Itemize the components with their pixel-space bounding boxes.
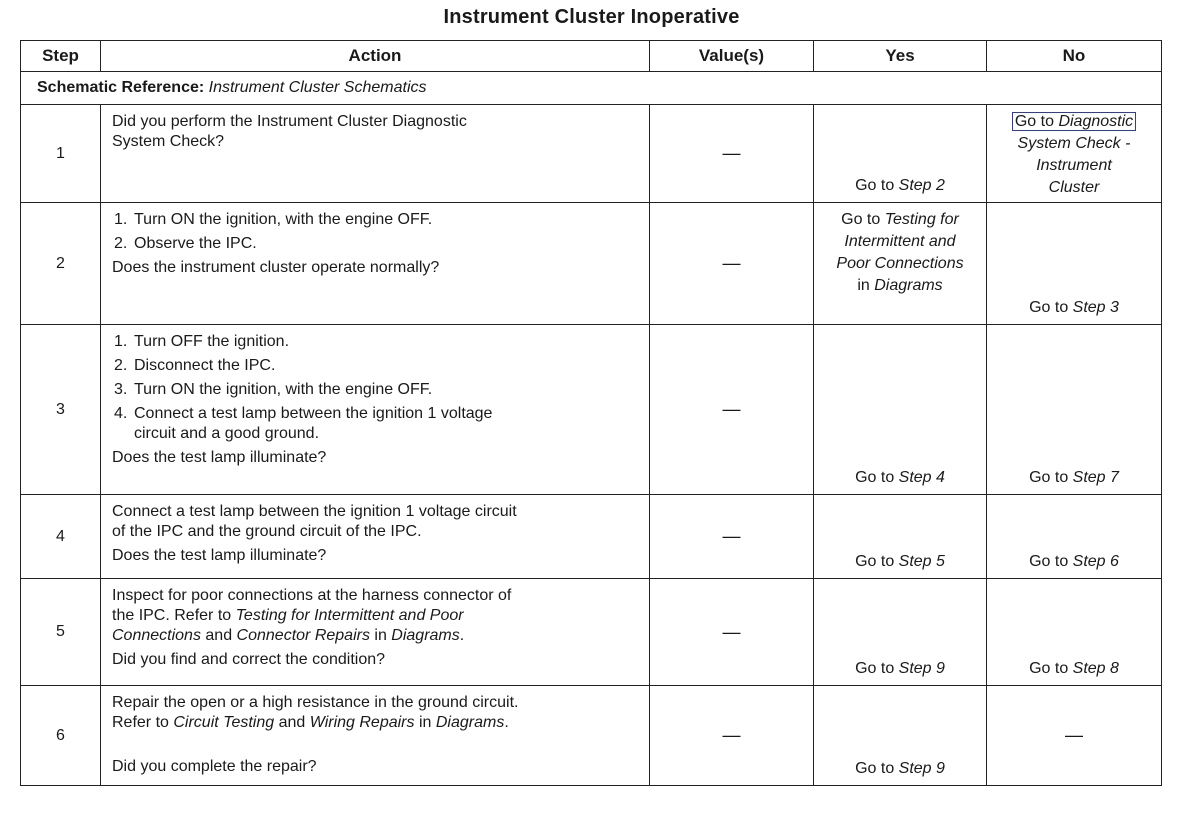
value-cell: — [650,686,814,786]
header-no: No [987,41,1162,72]
value-cell: — [650,325,814,495]
action-text: Repair the open or a high resistance in the ground circuit. Refer to Circuit Testing and Wiring Repairs in Diagrams. [112,694,519,731]
list-item: 3. Turn ON the ignition, with the engine OFF. [114,381,433,398]
action-steps [112,210,639,254]
action-text: Inspect for poor connections at the harness connector of the IPC. Refer to Testing for Intermittent and Poor Connections and Connector Repairs in Diagrams. [112,587,512,644]
diagnostic-table [20,40,1162,786]
list-item: 4. Connect a test lamp between the ignition 1 voltage circuit and a good ground. [114,405,493,442]
yes-link[interactable]: Go to Step 4 [855,469,945,486]
action-cell [101,325,650,495]
step-number: 4 [21,495,101,579]
yes-link[interactable]: Go to Step 2 [855,177,945,194]
value-cell: — [650,203,814,325]
no-cell [987,495,1162,579]
table-row [21,203,1162,325]
action-cell [101,579,650,686]
value-cell: — [650,495,814,579]
no-cell [987,105,1162,203]
list-item: 1. Turn ON the ignition, with the engine OFF. [114,211,433,228]
yes-link[interactable]: Go to Step 9 [855,760,945,777]
action-question: Does the test lamp illuminate? [112,547,327,564]
yes-cell [814,686,987,786]
table-row [21,105,1162,203]
action-question: Does the instrument cluster operate normally? [112,259,440,276]
action-text: Connect a test lamp between the ignition 1 voltage circuit of the IPC and the ground circuit of the IPC. [112,503,517,540]
yes-link[interactable]: Go to Testing for Intermittent and Poor Connections in Diagrams [836,211,964,294]
action-cell [101,105,650,203]
focus-box: Go to Diagnostic [1012,112,1136,131]
table-row [21,579,1162,686]
action-question: Did you find and correct the condition? [112,651,386,668]
no-link[interactable]: Go to Step 3 [1029,299,1119,316]
schematic-reference [21,72,1162,105]
action-question: Does the test lamp illuminate? [112,449,327,466]
action-cell [101,495,650,579]
list-item: 2. Disconnect the IPC. [114,357,276,374]
yes-cell [814,105,987,203]
action-cell [101,203,650,325]
yes-link[interactable]: Go to Step 5 [855,553,945,570]
list-item: 2. Observe the IPC. [114,235,257,252]
step-number: 5 [21,579,101,686]
no-cell [987,579,1162,686]
schematic-label: Schematic Reference: [37,79,205,96]
header-values: Value(s) [650,41,814,72]
step-number: 1 [21,105,101,203]
value-cell: — [650,579,814,686]
action-question: Did you complete the repair? [112,758,317,775]
yes-cell [814,495,987,579]
step-number: 6 [21,686,101,786]
yes-cell [814,203,987,325]
schematic-link[interactable]: Instrument Cluster Schematics [208,79,427,96]
no-cell: — [987,686,1162,786]
no-link[interactable]: Go to Step 7 [1029,469,1119,486]
header-action: Action [101,41,650,72]
action-cell [101,686,650,786]
no-cell [987,325,1162,495]
page-title: Instrument Cluster Inoperative [443,6,740,28]
table-row [21,325,1162,495]
no-link[interactable]: Go to Diagnostic System Check - Instrument Cluster [987,105,1161,199]
action-steps [112,332,639,444]
step-number: 3 [21,325,101,495]
no-cell [987,203,1162,325]
header-row [21,41,1162,72]
value-cell: — [650,105,814,203]
yes-cell [814,579,987,686]
header-step: Step [21,41,101,72]
action-text: Did you perform the Instrument Cluster Diagnostic System Check? [112,113,467,150]
header-yes: Yes [814,41,987,72]
step-number: 2 [21,203,101,325]
schematic-row [21,72,1162,105]
yes-cell [814,325,987,495]
table-row [21,495,1162,579]
yes-link[interactable]: Go to Step 9 [855,660,945,677]
no-link[interactable]: Go to Step 6 [1029,553,1119,570]
table-row [21,686,1162,786]
list-item: 1. Turn OFF the ignition. [114,333,290,350]
no-link[interactable]: Go to Step 8 [1029,660,1119,677]
